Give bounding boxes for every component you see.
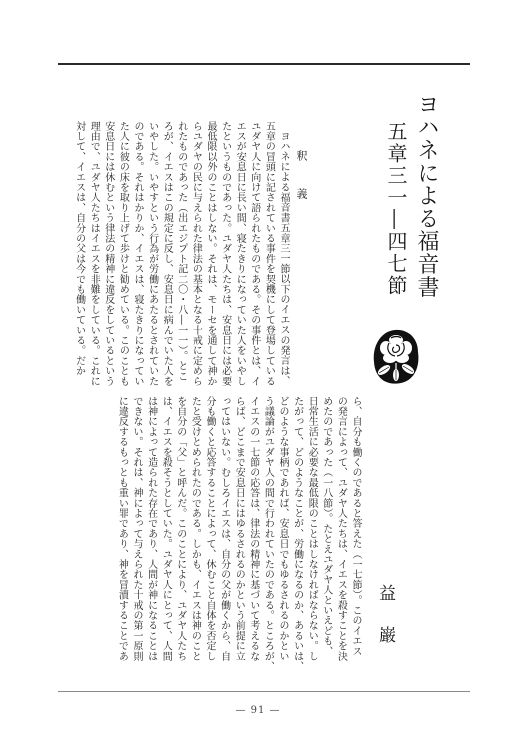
lower-tier-line: らば、どこまで安息日にはゆるされるのかという前提に立 xyxy=(233,396,245,662)
lower-tier-line: イエスの一七節の応答は、律法の精神に基づいて考えるな xyxy=(247,396,259,662)
lower-tier-line: 分も働くと応答することによって、休むこと自体を否定し xyxy=(204,396,215,662)
lower-tier-line: できない。それは、神によって与えられた十戒の第一原則 xyxy=(131,396,142,662)
lower-tier-line: は神によって造られた存在であり、人間が神になることは xyxy=(145,396,157,662)
lower-tier-line: たと受けとめられたのである。しかも、イエスは神のこと xyxy=(189,396,201,662)
lower-tier-line: う議論がユダヤ人の間で行われていたのである。ところが、 xyxy=(262,396,274,672)
lower-tier-line: の発言によって、ユダヤ人たちは、イエスを殺すことを決 xyxy=(335,396,347,662)
lower-tier-line: は、イエスを殺そうとしていた。ユダヤ人にとって、人間 xyxy=(160,396,172,662)
upper-tier-line: いやした。いやすという行為が労働にあたるとされていた xyxy=(146,121,158,387)
upper-tier-line: た人に彼の床を取り上げて歩けと勧めている。このことも xyxy=(117,121,129,387)
article-title: ヨハネによる福音書 xyxy=(414,93,439,299)
lower-tier-line: ら、自分も働くのであると答えた（一七節）。このイエス xyxy=(350,396,361,657)
upper-tier-line: らユダヤの民に与えられた律法の基本となる十戒に定めら xyxy=(190,121,202,387)
upper-tier-line: ユダヤ人に向けて語られたものである。その事件とは、イ xyxy=(248,121,260,387)
upper-tier-line: のである。それはかりか、イエスは、寝たきりになってい xyxy=(132,121,143,387)
lower-tier-line: に違反するもっとも重い罪であり、神を冒瀆することであ xyxy=(116,396,128,662)
upper-tier-line: 理由で、ユダヤ人たちはイエスを非難をしている。これに xyxy=(88,121,100,387)
lower-tier-line: 日常生活に必要な最低限のことはしなければならない。し xyxy=(306,396,318,662)
section-heading: 釈 義 xyxy=(295,150,308,207)
upper-tier-line: ろが、イエスはこの規定に反し、安息日に病んでいた人を xyxy=(161,121,173,387)
lower-tier-line: を自分の「父」と呼んだ。このことにより、ユダヤ人たち xyxy=(174,396,186,662)
article-subtitle: 五章三一―四七節 xyxy=(384,121,408,297)
upper-tier-line: 安息日には休むという律法の精神に違反をしているという xyxy=(102,121,114,387)
body-lower-tier xyxy=(112,396,364,671)
upper-tier-line: たというものであった。ユダヤ人たちは、安息日には必要 xyxy=(219,121,231,387)
lower-tier-line: たがって、どのようなことが、労働になるのか、あるいは、 xyxy=(291,396,303,672)
upper-tier-line: ヨハネによる福音書五章三一節以下のイエスの発言は、 xyxy=(278,131,289,386)
upper-tier-line: れたものであった（出エジプト記二〇・八―一一）。とこ xyxy=(175,121,187,382)
body-upper-tier xyxy=(70,121,292,396)
flower-ornament-icon xyxy=(371,328,421,386)
upper-tier-line: エスが安息日に長い間、寝たきりになっていた人をいやし xyxy=(234,121,246,387)
upper-tier-line: 最低限以外のことはしない。それは、モーセを通して神か xyxy=(205,121,216,387)
lower-tier-line: ってはいない。むしろイエスは、自分の父が働くから、自 xyxy=(218,396,230,662)
bottom-rule xyxy=(58,691,470,692)
upper-tier-line: 対して、イエスは、自分の父は今でも働いている。だか xyxy=(73,121,85,376)
lower-tier-line: どのような事柄であれば、安息日でもゆるされるのかとい xyxy=(277,396,288,662)
lower-tier-line: めたのであった（一八節）。たとえユダヤ人といえども、 xyxy=(320,396,332,657)
top-rule xyxy=(58,63,470,65)
upper-tier-line: 五章の冒頭に記されている事件を契機にして登場している xyxy=(263,121,275,387)
page-number: — 91 — xyxy=(235,705,281,716)
author-name: 益 巌 xyxy=(375,584,395,647)
